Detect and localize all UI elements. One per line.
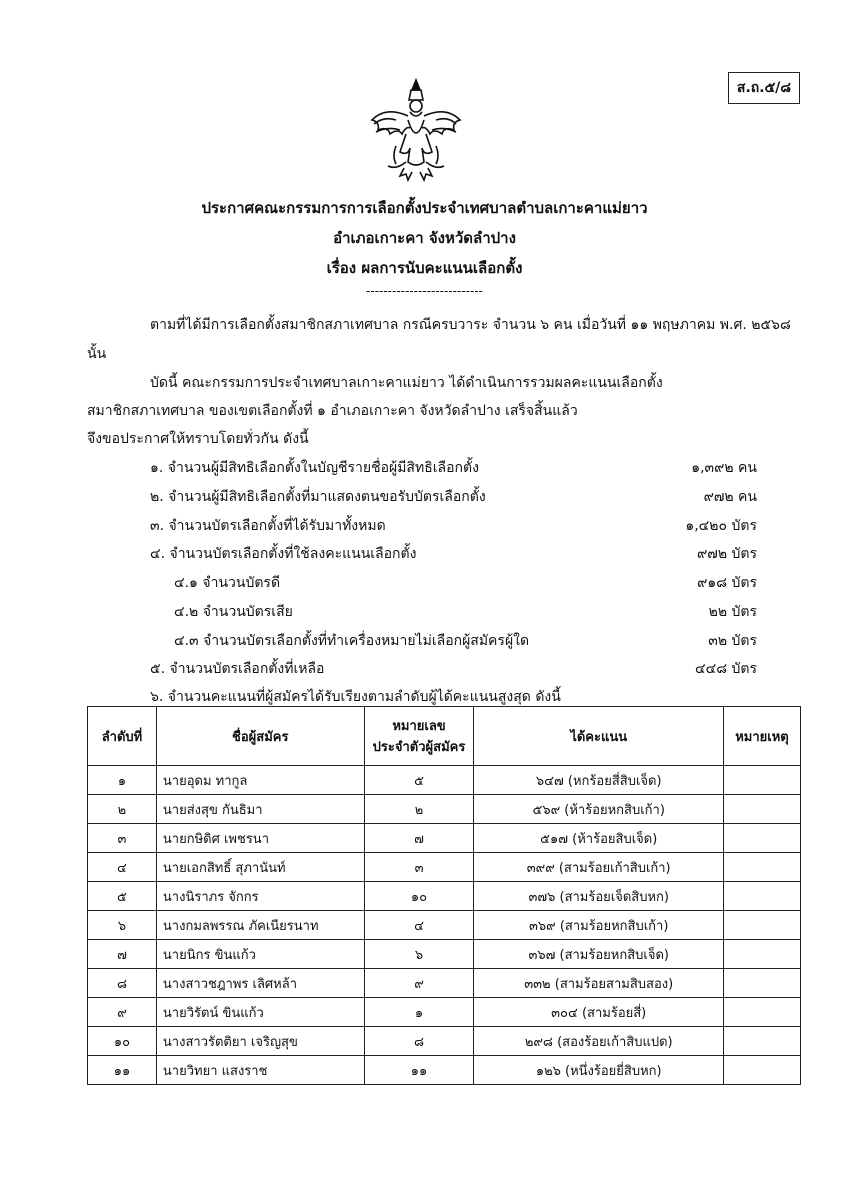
cell-rank: ๑๐ xyxy=(88,1027,157,1056)
cell-remark xyxy=(724,766,801,795)
table-row xyxy=(88,940,801,969)
table-row xyxy=(88,882,801,911)
cell-name: นายวิรัตน์ ขินแก้ว xyxy=(156,998,364,1027)
cell-number: ๔ xyxy=(364,911,474,940)
stat-label: ๕. จำนวนบัตรเลือกตั้งที่เหลือ xyxy=(150,661,325,677)
cell-remark xyxy=(724,853,801,882)
cell-score: ๓๗๖ (สามร้อยเจ็ดสิบหก) xyxy=(474,882,724,911)
cell-remark xyxy=(724,940,801,969)
garuda-emblem xyxy=(366,76,466,186)
cell-number: ๕ xyxy=(364,766,474,795)
stat-label: ๔.๓ จำนวนบัตรเลือกตั้งที่ทำเครื่องหมายไม่เลือกผู้สมัครผู้ใด xyxy=(174,633,530,649)
cell-name: นางสาวชฎาพร เลิศหล้า xyxy=(156,969,364,998)
intro-paragraph-2-line-1: บัดนี้ คณะกรรมการประจำเทศบาลเกาะคาแม่ยาว ได้ดำเนินการรวมผลคะแนนเลือกตั้ง xyxy=(150,375,663,391)
cell-number: ๓ xyxy=(364,853,474,882)
cell-number: ๑ xyxy=(364,998,474,1027)
header-remark: หมายเหตุ xyxy=(724,707,801,766)
intro-paragraph-2-line-2: สมาชิกสภาเทศบาล ของเขตเลือกตั้งที่ ๑ อำเภอเกาะคา จังหวัดลำปาง เสร็จสิ้นแล้ว xyxy=(87,403,578,419)
cell-score: ๕๖๙ (ห้าร้อยหกสิบเก้า) xyxy=(474,795,724,824)
table-row xyxy=(88,998,801,1027)
table-row xyxy=(88,795,801,824)
intro-paragraph-1-line-2: นั้น xyxy=(87,346,107,362)
stat-value: ๓๒ บัตร xyxy=(708,633,757,649)
stat-value: ๙๗๒ คน xyxy=(703,489,757,505)
announcement-subject: เรื่อง ผลการนับคะแนนเลือกตั้ง xyxy=(326,259,523,277)
stat-value: ๙๗๒ บัตร xyxy=(697,546,757,562)
cell-number: ๖ xyxy=(364,940,474,969)
cell-remark xyxy=(724,1056,801,1085)
table-row xyxy=(88,911,801,940)
cell-remark xyxy=(724,795,801,824)
announcement-title: ประกาศคณะกรรมการการเลือกตั้งประจำเทศบาลตำบลเกาะคาแม่ยาว xyxy=(201,199,648,217)
intro-paragraph-1-line-1: ตามที่ได้มีการเลือกตั้งสมาชิกสภาเทศบาล กรณีครบวาระ จำนวน ๖ คน เมื่อวันที่ ๑๑ พฤษภาคม พ.ศ. ๒๕๖๘ xyxy=(150,317,791,333)
stat-label: ๖. จำนวนคะแนนที่ผู้สมัครได้รับเรียงตามลำดับผู้ได้คะแนนสูงสุด ดังนี้ xyxy=(150,689,561,705)
cell-name: นายส่งสุข กันธิมา xyxy=(156,795,364,824)
cell-remark xyxy=(724,911,801,940)
cell-rank: ๑๑ xyxy=(88,1056,157,1085)
stat-label: ๔. จำนวนบัตรเลือกตั้งที่ใช้ลงคะแนนเลือกตั้ง xyxy=(150,546,417,562)
cell-rank: ๘ xyxy=(88,969,157,998)
form-code-box xyxy=(728,72,800,104)
table-row xyxy=(88,1027,801,1056)
header-divider: --------------------------- xyxy=(366,284,483,298)
cell-remark xyxy=(724,969,801,998)
cell-name: นางกมลพรรณ ภัคเนียรนาท xyxy=(156,911,364,940)
results-table xyxy=(87,706,801,1085)
cell-score: ๓๐๔ (สามร้อยสี่) xyxy=(474,998,724,1027)
stat-label: ๔.๑ จำนวนบัตรดี xyxy=(174,575,281,591)
cell-remark xyxy=(724,824,801,853)
cell-score: ๖๔๗ (หกร้อยสี่สิบเจ็ด) xyxy=(474,766,724,795)
stat-label: ๒. จำนวนผู้มีสิทธิเลือกตั้งที่มาแสดงตนขอรับบัตรเลือกตั้ง xyxy=(150,489,486,505)
table-row xyxy=(88,1056,801,1085)
stat-value: ๑,๓๙๒ คน xyxy=(691,460,757,476)
header-number xyxy=(364,707,474,766)
cell-score: ๓๙๙ (สามร้อยเก้าสิบเก้า) xyxy=(474,853,724,882)
cell-rank: ๒ xyxy=(88,795,157,824)
cell-name: นายอุดม ทากูล xyxy=(156,766,364,795)
cell-name: นายเอกสิทธิ์ สุภานันท์ xyxy=(156,853,364,882)
cell-name: นายกษิดิศ เพชรนา xyxy=(156,824,364,853)
cell-score: ๓๖๙ (สามร้อยหกสิบเก้า) xyxy=(474,911,724,940)
cell-score: ๒๙๘ (สองร้อยเก้าสิบแปด) xyxy=(474,1027,724,1056)
table-row xyxy=(88,824,801,853)
table-header-row xyxy=(88,707,801,766)
stat-value: ๑,๔๒๐ บัตร xyxy=(685,518,757,534)
header-rank: ลำดับที่ xyxy=(88,707,157,766)
cell-number: ๙ xyxy=(364,969,474,998)
cell-remark xyxy=(724,1027,801,1056)
cell-number: ๗ xyxy=(364,824,474,853)
cell-score: ๑๒๖ (หนึ่งร้อยยี่สิบหก) xyxy=(474,1056,724,1085)
header-number-line-2: ประจำตัวผู้สมัคร xyxy=(372,740,466,755)
cell-remark xyxy=(724,882,801,911)
intro-paragraph-2-line-3: จึงขอประกาศให้ทราบโดยทั่วกัน ดังนี้ xyxy=(87,431,309,447)
cell-rank: ๖ xyxy=(88,911,157,940)
cell-number: ๑๐ xyxy=(364,882,474,911)
cell-number: ๑๑ xyxy=(364,1056,474,1085)
cell-name: นางสาวรัตติยา เจริญสุข xyxy=(156,1027,364,1056)
cell-rank: ๓ xyxy=(88,824,157,853)
cell-name: นายวิทยา แสงราช xyxy=(156,1056,364,1085)
stat-label: ๓. จำนวนบัตรเลือกตั้งที่ได้รับมาทั้งหมด xyxy=(150,518,386,534)
cell-number: ๒ xyxy=(364,795,474,824)
cell-remark xyxy=(724,998,801,1027)
cell-name: นายนิกร ขินแก้ว xyxy=(156,940,364,969)
cell-number: ๘ xyxy=(364,1027,474,1056)
stat-value: ๒๒ บัตร xyxy=(708,604,757,620)
cell-score: ๓๖๗ (สามร้อยหกสิบเจ็ด) xyxy=(474,940,724,969)
cell-rank: ๗ xyxy=(88,940,157,969)
cell-name: นางนิราภร จักกร xyxy=(156,882,364,911)
cell-rank: ๔ xyxy=(88,853,157,882)
stat-value: ๔๔๘ บัตร xyxy=(695,661,757,677)
cell-score: ๕๑๗ (ห้าร้อยสิบเจ็ด) xyxy=(474,824,724,853)
stat-value: ๙๑๘ บัตร xyxy=(697,575,757,591)
cell-score: ๓๓๒ (สามร้อยสามสิบสอง) xyxy=(474,969,724,998)
header-name: ชื่อผู้สมัคร xyxy=(156,707,364,766)
table-row xyxy=(88,969,801,998)
announcement-district: อำเภอเกาะคา จังหวัดลำปาง xyxy=(333,229,516,247)
stat-label: ๑. จำนวนผู้มีสิทธิเลือกตั้งในบัญชีรายชื่อผู้มีสิทธิเลือกตั้ง xyxy=(150,460,479,476)
cell-rank: ๙ xyxy=(88,998,157,1027)
stat-label: ๔.๒ จำนวนบัตรเสีย xyxy=(174,604,293,620)
cell-rank: ๑ xyxy=(88,766,157,795)
table-row xyxy=(88,766,801,795)
table-row xyxy=(88,853,801,882)
header-number-line-1: หมายเลข xyxy=(392,719,446,734)
cell-rank: ๕ xyxy=(88,882,157,911)
header-score: ได้คะแนน xyxy=(474,707,724,766)
form-code: ส.ถ.๕/๘ xyxy=(736,80,792,96)
